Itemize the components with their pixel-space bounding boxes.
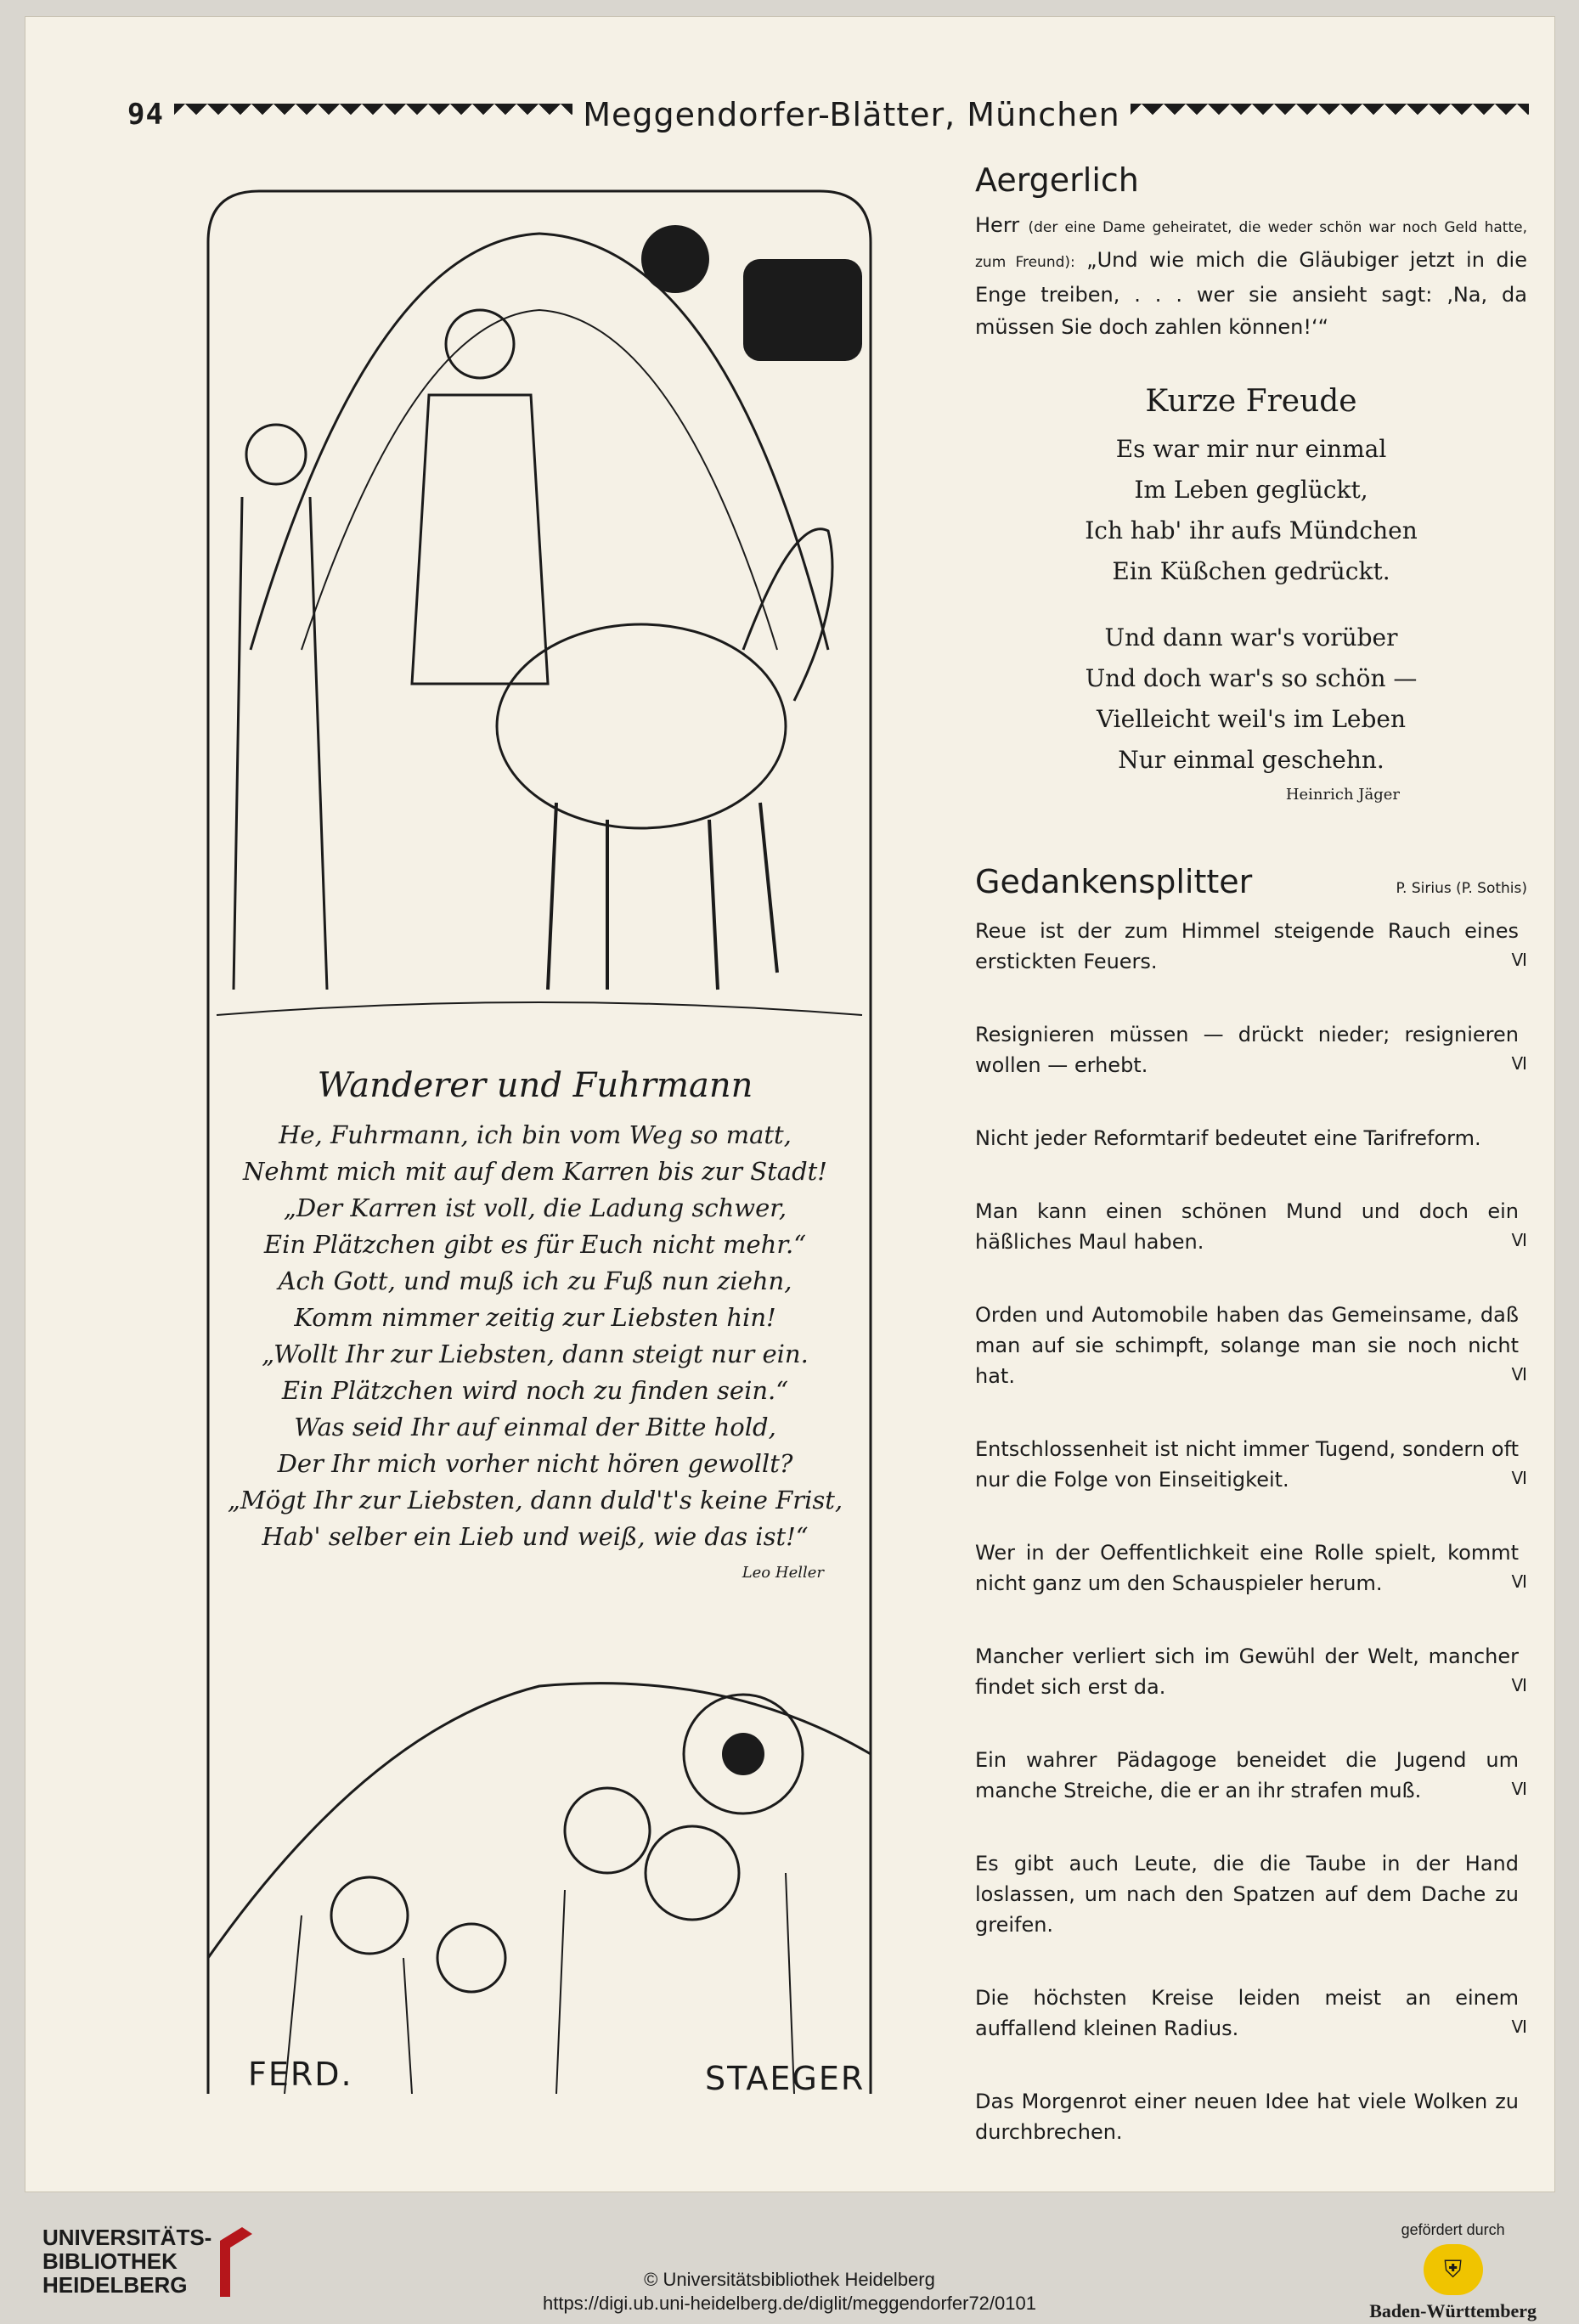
aphorism-text: Das Morgenrot einer neuen Idee hat viele Wolken zu durchbrechen. [975,2090,1519,2144]
poem-line: Es war mir nur einmal [1115,435,1387,463]
poem-line: „Mögt Ihr zur Liebsten, dann duld't's keine Frist, [227,1486,843,1515]
kurze-freude-title: Kurze Freude [1145,384,1357,419]
kurze-freude-author: Heinrich Jäger [1285,786,1400,804]
poem-line: Ein Küßchen gedrückt. [1112,557,1390,585]
source-url-link[interactable]: https://digi.ub.uni-heidelberg.de/diglit/meggendorfer72/0101 [543,2293,1036,2314]
aphorism-text: Die höchsten Kreise leiden meist an einem auffallend kleinen Radius. [975,1986,1519,2040]
aergerlich-stage-direction: (der eine Dame geheiratet, die weder schön war noch Geld hatte, zum Freund): [975,219,1527,271]
aphorism-text: Nicht jeder Reformtarif bedeutet eine Tarifreform. [975,1126,1481,1150]
aergerlich-title: Aergerlich [975,161,1139,199]
page-number: 94 [127,98,164,132]
poem-line: Nehmt mich mit auf dem Karren bis zur Stadt! [243,1157,827,1186]
aphorism-text: Man kann einen schönen Mund und doch ein häßliches Maul haben. [975,1199,1519,1254]
poem-line: Ein Plätzchen wird noch zu finden sein.“ [281,1376,789,1405]
poem-line: Komm nimmer zeitig zur Liebsten hin! [294,1303,776,1332]
coat-of-arms-icon: ⛨ [1424,2244,1483,2295]
ornament-mark-icon: Ⅵ [1511,1779,1527,1799]
poem-line: Und doch war's so schön — [1085,664,1418,692]
aphorism [975,1434,1527,1495]
magazine-title: Meggendorfer-Blätter, München [583,96,1120,133]
poem-line: Vielleicht weil's im Leben [1096,705,1407,733]
poem-line: Nur einmal geschehn. [1118,746,1384,774]
copyright-text: © Universitätsbibliothek Heidelberg [644,2269,935,2290]
poem-line: „Der Karren ist voll, die Ladung schwer, [283,1193,787,1222]
aphorism-text: Es gibt auch Leute, die die Taube in der Hand loslassen, um nach den Spatzen auf dem Dache zu greifen. [975,1852,1519,1937]
magazine-page [25,17,1554,2191]
aergerlich-quote: „Und wie mich die Gläubiger jetzt in die Enge treiben, . . . wer sie ansieht sagt: ‚Na, da müssen Sie doch zahlen können!‘“ [975,248,1527,339]
aphorism [975,1848,1527,1940]
poem-line: Im Leben geglückt, [1134,476,1368,504]
poem-line: Ich hab' ihr aufs Mündchen [1085,516,1418,544]
gedankensplitter-author: P. Sirius (P. Sothis) [1396,880,1527,897]
aphorism [975,1300,1527,1391]
artist-signature-right: STAEGER [705,2060,866,2097]
aphorism-text: Orden und Automobile haben das Gemeinsame, daß man auf sie schimpft, solange man sie noch nicht hat. [975,1303,1519,1388]
aphorism-text: Wer in der Oeffentlichkeit eine Rolle spielt, kommt nicht ganz um den Schauspieler herum. [975,1541,1519,1595]
sponsor-name: Baden-Württemberg [1369,2300,1537,2321]
aphorism [975,1537,1527,1599]
ornament-mark-icon: Ⅵ [1511,1571,1527,1592]
artist-signature-left: FERD. [248,2056,353,2093]
gedankensplitter-header [975,863,1527,900]
poem-line: Was seid Ihr auf einmal der Bitte hold, [294,1413,776,1441]
aphorism [975,1641,1527,1702]
poem-line: Ein Plätzchen gibt es für Euch nicht mehr.“ [263,1230,807,1259]
ornament-mark-icon: Ⅵ [1511,1053,1527,1074]
poem-line: Hab' selber ein Lieb und weiß, wie das ist!“ [262,1522,809,1551]
poem-line: Der Ihr mich vorher nicht hören gewollt? [277,1449,793,1478]
aergerlich-speaker: Herr [975,213,1020,237]
library-name-line: UNIVERSITÄTS- [42,2225,212,2250]
ornament-mark-icon: Ⅵ [1511,2017,1527,2037]
poem-kurze-freude [975,384,1527,804]
gedankensplitter-title: Gedankensplitter [975,863,1253,900]
library-name-line: HEIDELBERG [42,2272,188,2298]
sponsor-label: gefördert durch [1401,2221,1505,2238]
ornament-mark-icon: Ⅵ [1511,1364,1527,1385]
header-ornament-left [174,104,572,126]
poem-line: He, Fuhrmann, ich bin vom Weg so matt, [279,1120,792,1149]
aphorism [975,1983,1527,2044]
poem-title: Wanderer und Fuhrmann [317,1066,753,1105]
copyright-block [0,2268,1579,2316]
ornament-mark-icon: Ⅵ [1511,1675,1527,1695]
poem-line: „Wollt Ihr zur Liebsten, dann steigt nur ein. [262,1340,809,1368]
aphorism [975,1019,1527,1080]
ornament-mark-icon: Ⅵ [1511,1230,1527,1250]
ornament-mark-icon: Ⅵ [1511,1468,1527,1488]
poem-wanderer-und-fuhrmann [221,1066,849,1582]
ornament-mark-icon: Ⅵ [1511,950,1527,970]
aphorism-text: Ein wahrer Pädagoge beneidet die Jugend um manche Streiche, die er an ihr strafen muß. [975,1748,1519,1802]
aphorism-text: Mancher verliert sich im Gewühl der Welt, mancher findet sich erst da. [975,1644,1519,1699]
poem-line: Und dann war's vorüber [1104,623,1398,652]
aphorism-text: Entschlossenheit ist nicht immer Tugend, sondern oft nur die Folge von Einseitigkeit. [975,1437,1519,1492]
aphorism-text: Resignieren müssen — drückt nieder; resignieren wollen — erhebt. [975,1023,1519,1077]
library-name-line: BIBLIOTHEK [42,2248,178,2274]
poem-line: Ach Gott, und muß ich zu Fuß nun ziehn, [278,1266,792,1295]
aphorism [975,916,1527,977]
aphorism [975,1196,1527,1257]
header-ornament-right [1131,104,1529,126]
poem-author: Leo Heller [742,1564,824,1582]
viewer-footer [0,2208,1579,2324]
aphorism [975,1123,1527,1154]
aphorism [975,1745,1527,1806]
sponsor-block [1369,2221,1537,2322]
page-header [127,93,1529,136]
aergerlich-text [975,209,1527,343]
aphorism-text: Reue ist der zum Himmel steigende Rauch eines erstickten Feuers. [975,919,1519,973]
right-column [975,161,1527,2147]
aphorism [975,2086,1527,2147]
